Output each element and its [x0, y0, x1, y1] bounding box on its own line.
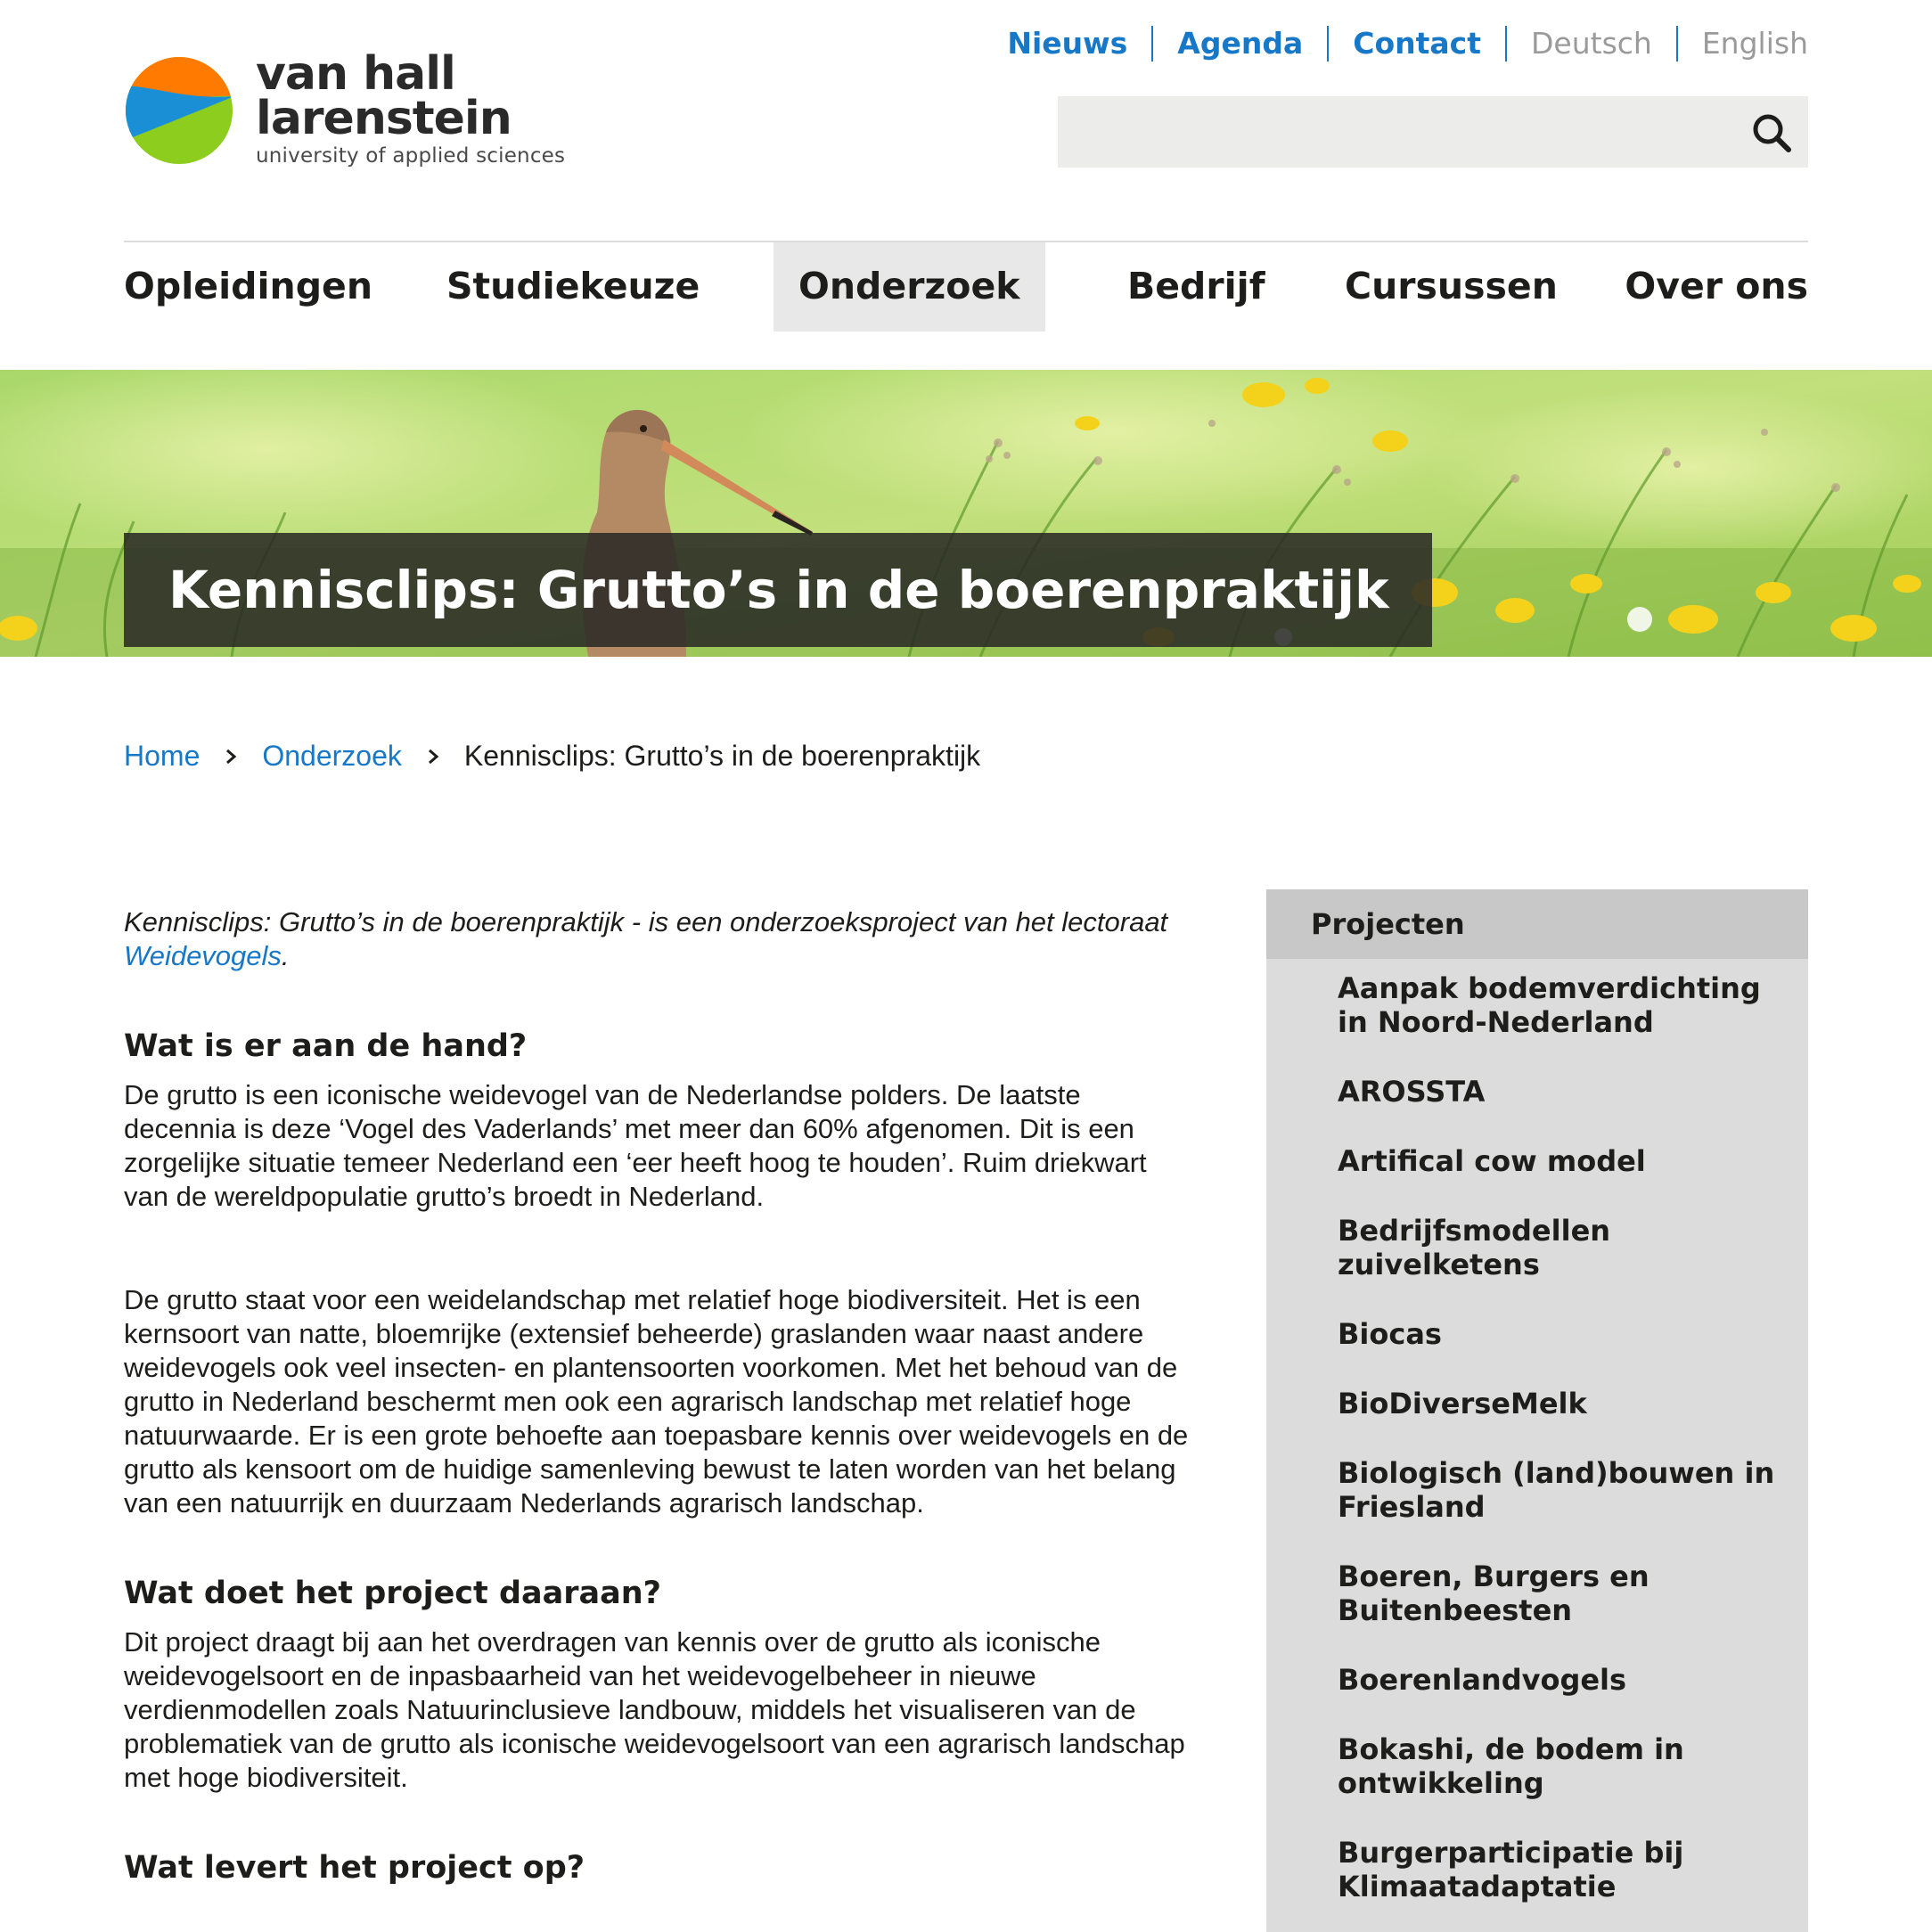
sidebar-item-biodiversemelk[interactable]: BioDiverseMelk: [1338, 1387, 1587, 1420]
logo-mark-icon: [124, 55, 234, 166]
chevron-right-icon: [423, 747, 443, 766]
nav-item-opleidingen[interactable]: Opleidingen: [124, 265, 373, 307]
sidebar-item-biologisch-bouwen[interactable]: Biologisch (land)bouwen in Friesland: [1338, 1456, 1775, 1524]
breadcrumb-home[interactable]: Home: [124, 740, 201, 772]
sidebar-item-artifical-cow-model[interactable]: Artifical cow model: [1338, 1144, 1646, 1178]
nav-item-studiekeuze[interactable]: Studiekeuze: [446, 265, 700, 307]
nav-item-onderzoek[interactable]: Onderzoek: [774, 242, 1045, 332]
weidevogels-link[interactable]: Weidevogels: [124, 940, 282, 971]
sidebar-item-arossta[interactable]: AROSSTA: [1338, 1075, 1486, 1109]
breadcrumb-onderzoek[interactable]: Onderzoek: [262, 740, 402, 772]
search-input[interactable]: [1058, 96, 1735, 168]
main-nav: [124, 242, 1808, 332]
logo-line-1: van hall: [256, 47, 455, 101]
page-title: Kennisclips: Grutto’s in de boerenpraktijk: [124, 533, 1432, 647]
logo-tagline: university of applied sciences: [256, 144, 566, 168]
sidebar-item-boerenlandvogels[interactable]: Boerenlandvogels: [1338, 1663, 1627, 1697]
top-link-nieuws[interactable]: Nieuws: [1007, 26, 1128, 61]
nav-item-over-ons[interactable]: Over ons: [1625, 265, 1808, 307]
paragraph-2: De grutto staat voor een weidelandschap met relatief hoge biodiversiteit. Het is een kernsoort van natte, bloemrijke (extensief beheerde) graslanden waar naast andere weidevogels ook veel insecten- en plantensoorten voorkomen. Met het behoud van de grutto in Nederland beschermt men ook een agrarisch landschap met relatief hoge natuurwaarde. Er is een grote behoefte aan toepasbare kennis over weidevogels en de grutto als kensoort om de huidige samenleving bewust te laten worden van het belang van een natuurrijk en duurzaam Nederlands agrarisch landschap.: [124, 1284, 1189, 1519]
sidebar-item-boeren-burgers[interactable]: Boeren, Burgers en Buitenbeesten: [1338, 1560, 1650, 1627]
sidebar-item-bedrijfsmodellen[interactable]: Bedrijfsmodellen zuivelketens: [1338, 1214, 1611, 1281]
paragraph-3: Dit project draagt bij aan het overdragen van kennis over de grutto als iconische weidevogelsoort en de inpasbaarheid van het weidevogelbeheer in nieuwe verdienmodellen zoals Natuurinclusieve landbouw, middels het visualiseren van de problematiek van de grutto als iconische weidevogelsoort van een agrarisch landschap met hoge biodiversiteit.: [124, 1626, 1185, 1793]
heading-wat-doet-het-project: Wat doet het project daaraan?: [124, 1576, 661, 1611]
sidebar-item-bokashi[interactable]: Bokashi, de bodem in ontwikkeling: [1338, 1732, 1684, 1800]
nav-item-bedrijf[interactable]: Bedrijf: [1127, 265, 1265, 307]
utility-nav: [983, 23, 1808, 64]
intro-period: .: [281, 940, 290, 971]
breadcrumb-current: Kennisclips: Grutto’s in de boerenpraktijk: [463, 740, 981, 772]
sidebar-title: Projecten: [1266, 889, 1808, 959]
heading-wat-is-er-aan-de-hand: Wat is er aan de hand?: [124, 1028, 528, 1064]
intro-sentence: Kennisclips: Grutto’s in de boerenpraktijk - is een onderzoeksproject van het lectoraat: [124, 906, 1168, 937]
top-link-contact[interactable]: Contact: [1353, 26, 1481, 61]
top-link-agenda[interactable]: Agenda: [1177, 26, 1304, 61]
paragraph-1: De grutto is een iconische weidevogel van de Nederlandse polders. De laatste decennia is deze ‘Vogel des Vaderlands’ met meer dan 60% afgenomen. Dit is een zorgelijke situatie temeer Nederland een ‘eer heeft hoog te houden’. Ruim driekwart van de wereldpopulatie grutto’s broedt in Nederland.: [124, 1079, 1147, 1212]
logo-line-2: larenstein: [256, 92, 512, 145]
intro-text: [124, 905, 1193, 973]
language-english[interactable]: English: [1701, 26, 1808, 61]
heading-wat-levert-het-project-op: Wat levert het project op?: [124, 1850, 585, 1886]
site-logo[interactable]: [124, 47, 587, 172]
chevron-right-icon: [221, 747, 241, 766]
search-bar: [1058, 96, 1808, 168]
project-list: [1266, 959, 1808, 1903]
search-icon[interactable]: [1751, 112, 1792, 153]
sidebar-item-biocas[interactable]: Biocas: [1338, 1317, 1442, 1351]
sidebar-item-aanpak-bodemverdichting[interactable]: Aanpak bodemverdichting in Noord-Nederland: [1338, 971, 1761, 1039]
nav-item-cursussen[interactable]: Cursussen: [1345, 265, 1558, 307]
projects-sidebar: [1266, 889, 1808, 1932]
sidebar-item-burgerparticipatie[interactable]: Burgerparticipatie bij Klimaatadaptatie: [1338, 1836, 1684, 1903]
language-deutsch[interactable]: Deutsch: [1531, 26, 1652, 61]
article-content: [124, 905, 1193, 1900]
breadcrumb: [124, 740, 980, 773]
